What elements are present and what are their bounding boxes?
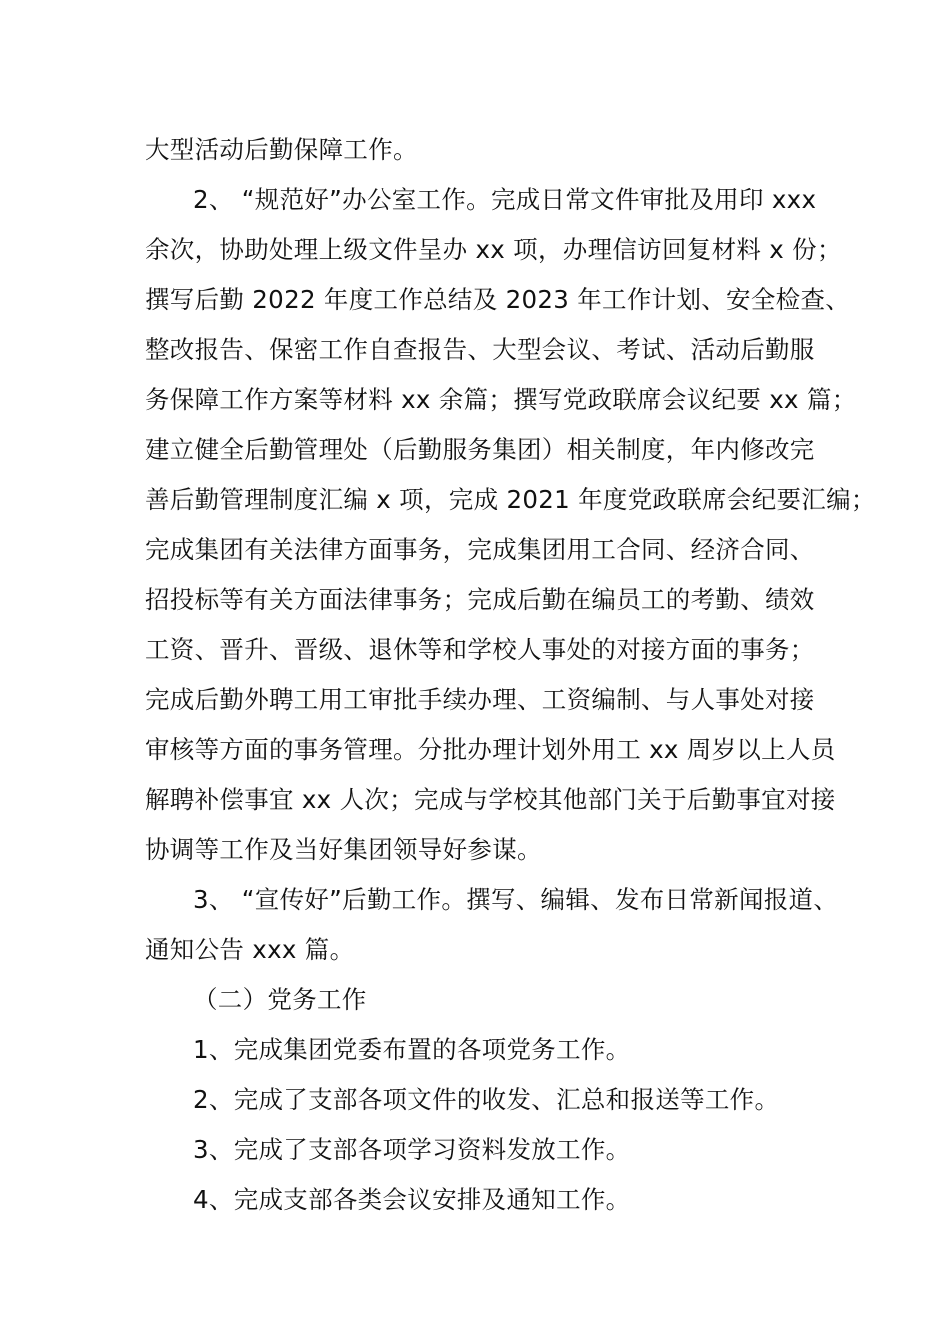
section-heading: （二）党务工作: [193, 985, 367, 1014]
text-line: 审核等方面的事务管理。分批办理计划外用工 xx 周岁以上人员: [145, 735, 836, 764]
text-line: 完成后勤外聘工用工审批手续办理、工资编制、与人事处对接: [145, 685, 815, 714]
text-line: 建立健全后勤管理处（后勤服务集团）相关制度，年内修改完: [145, 435, 815, 464]
text-line: 4、完成支部各类会议安排及通知工作。: [193, 1185, 631, 1214]
text-line: 协调等工作及当好集团领导好参谋。: [145, 835, 542, 864]
text-line: 解聘补偿事宜 xx 人次；完成与学校其他部门关于后勤事宜对接: [145, 785, 836, 814]
text-line: 2、完成了支部各项文件的收发、汇总和报送等工作。: [193, 1085, 780, 1114]
text-line: 2、 “规范好”办公室工作。完成日常文件审批及用印 xxx: [193, 185, 817, 214]
text-line: 通知公告 xxx 篇。: [145, 935, 355, 964]
text-line: 招投标等有关方面法律事务；完成后勤在编员工的考勤、绩效: [145, 585, 815, 614]
text-line: 务保障工作方案等材料 xx 余篇；撰写党政联席会议纪要 xx 篇；: [145, 385, 857, 414]
text-line: 大型活动后勤保障工作。: [145, 135, 418, 164]
text-line: 撰写后勤 2022 年度工作总结及 2023 年工作计划、安全检查、: [145, 285, 851, 314]
text-line: 3、完成了支部各项学习资料发放工作。: [193, 1135, 631, 1164]
text-line: 工资、晋升、晋级、退休等和学校人事处的对接方面的事务；: [145, 635, 815, 664]
text-line: 3、 “宣传好”后勤工作。撰写、编辑、发布日常新闻报道、: [193, 885, 839, 914]
text-line: 完成集团有关法律方面事务，完成集团用工合同、经济合同、: [145, 535, 815, 564]
text-line: 余次，协助处理上级文件呈办 xx 项，办理信访回复材料 x 份；: [145, 235, 842, 264]
text-line: 善后勤管理制度汇编 x 项，完成 2021 年度党政联席会纪要汇编；: [145, 485, 876, 514]
text-line: 1、完成集团党委布置的各项党务工作。: [193, 1035, 631, 1064]
text-line: 整改报告、保密工作自查报告、大型会议、考试、活动后勤服: [145, 335, 815, 364]
